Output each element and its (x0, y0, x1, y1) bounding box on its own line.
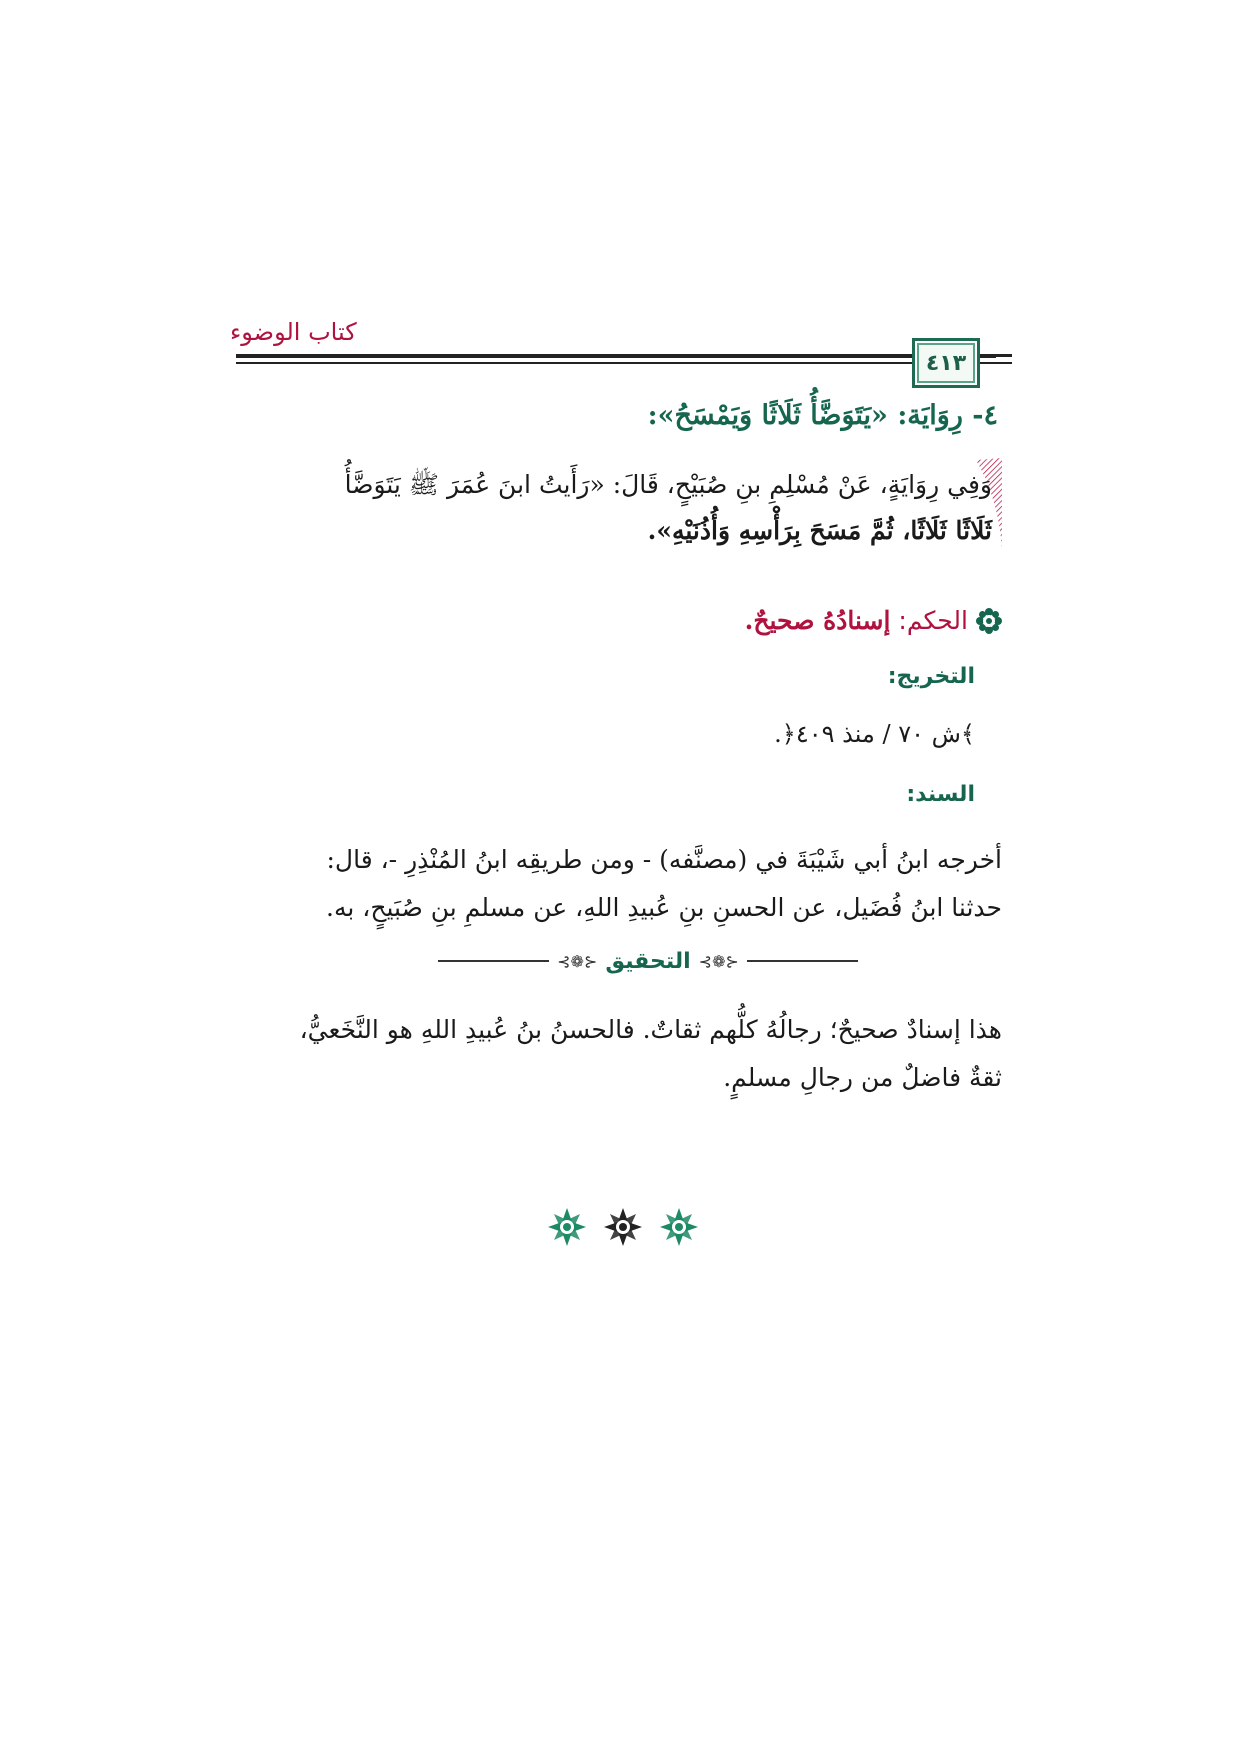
tahqiq-line-1: هذا إسنادٌ صحيحٌ؛ رجالُهُ كلُّهم ثقاتٌ. فالحسنُ بنُ عُبيدِ اللهِ هو النَّخَعيُّ، (299, 1015, 1002, 1044)
end-ornaments (548, 1208, 698, 1246)
book-title: كتاب الوضوء (230, 318, 357, 346)
sanad-heading: السند: (906, 782, 975, 807)
scroll-ornament-icon: ⊰❁⊱ (557, 951, 598, 971)
header-rule-bottom (236, 362, 996, 364)
ruling-label: الحكم: (898, 606, 968, 635)
page-number: ٤١٣ (925, 350, 967, 376)
takhrij-reference: ﴾ش ٧٠ / منذ ٤٠٩﴿. (774, 720, 975, 748)
sanad-paragraph (227, 836, 1002, 932)
hadith-line-2: ثَلَاثًا ثَلَاثًا، ثُمَّ مَسَحَ بِرَأْسِهِ وَأُذُنَيْهِ». (647, 516, 992, 545)
scroll-ornament-icon: ⊰❁⊱ (698, 951, 739, 971)
flower-icon (976, 608, 1002, 634)
takhrij-heading: التخريج: (887, 664, 975, 689)
tahqiq-divider (438, 946, 858, 976)
page-number-frame (912, 338, 980, 388)
hadith-paragraph (232, 462, 992, 554)
divider-line-right (747, 960, 858, 962)
star-flower-icon (604, 1208, 642, 1246)
section-heading: ٤- رِوَايَة: «يَتَوَضَّأُ ثَلَاثًا وَيَمْسَحُ»: (647, 400, 998, 431)
tahqiq-title: التحقيق (605, 948, 691, 974)
ruling-value: إسنادُهُ صحيحٌ. (744, 606, 891, 635)
divider-line-left (438, 960, 549, 962)
tahqiq-line-2: ثقةٌ فاضلٌ من رجالِ مسلمٍ. (723, 1063, 1002, 1092)
star-flower-icon (660, 1208, 698, 1246)
header-rule-top (236, 354, 996, 358)
ruling-line (745, 606, 1002, 635)
hadith-line-1: وَفِي رِوَايَةٍ، عَنْ مُسْلِمِ بنِ صُبَيْحٍ، قَالَ: «رَأَيتُ ابنَ عُمَرَ ﷺ يَتَوَضَّأُ (344, 470, 992, 499)
header-rule-right-bottom (982, 362, 1012, 364)
sanad-line-2: حدثنا ابنُ فُضَيل، عن الحسنِ بنِ عُبيدِ اللهِ، عن مسلمِ بنِ صُبَيحٍ، به. (326, 893, 1002, 922)
sanad-line-1: أخرجه ابنُ أبي شَيْبَةَ في (مصنَّفه) - ومن طريقِه ابنُ المُنْذِرِ -، قال: (326, 845, 1002, 874)
header-rule-right-top (982, 354, 1012, 357)
star-flower-icon (548, 1208, 586, 1246)
tahqiq-paragraph (227, 1006, 1002, 1102)
